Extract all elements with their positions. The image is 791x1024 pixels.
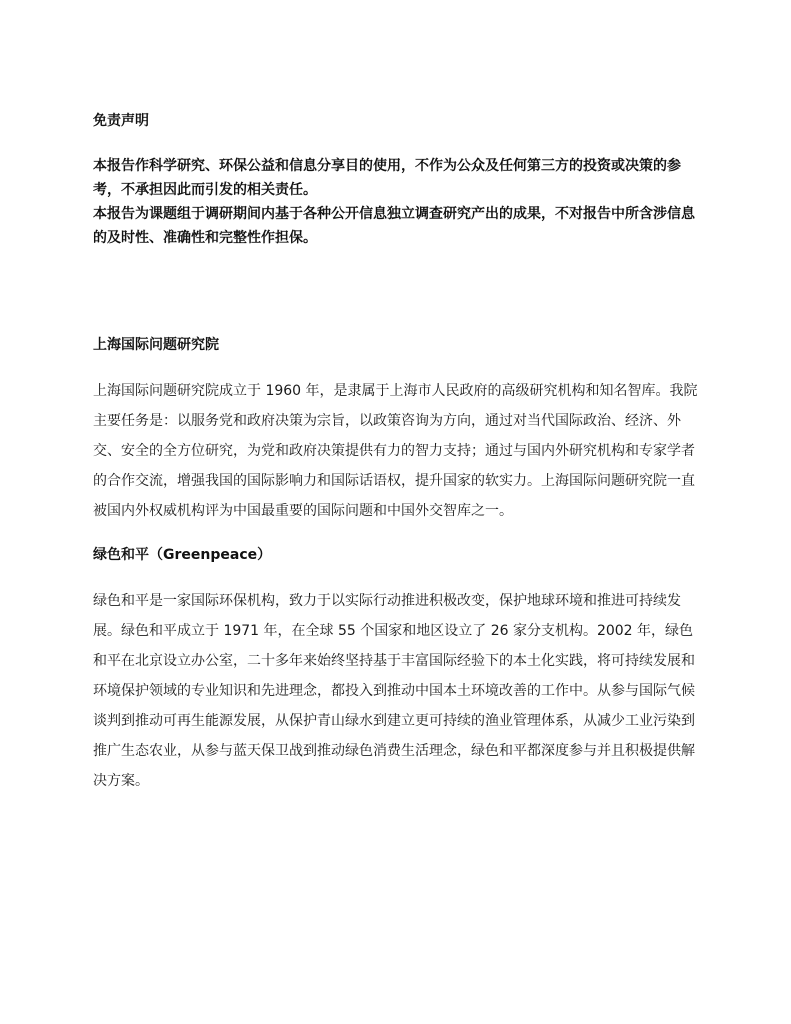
greenpeace-title: 绿色和平（Greenpeace） bbox=[93, 547, 272, 563]
section-gap bbox=[93, 526, 701, 544]
disclaimer-paragraph-2: 本报告为课题组于调研期间内基于各种公开信息独立调查研究产出的成果，不对报告中所含涉信息的及时性、准确性和完整性作担保。 bbox=[93, 206, 695, 246]
siis-title: 上海国际问题研究院 bbox=[93, 337, 219, 353]
greenpeace-description: 绿色和平是一家国际环保机构，致力于以实际行动推进积极改变，保护地球环境和推进可持续发展。绿色和平成立于 1971 年，在全球 55 个国家和地区设立了 26 家分支机构。2002 年，绿色和平在北京设立办公室，二十多年来始终坚持基于丰富国际经验下的本土化实践，将可持续发展和环境保护领域的专业知识和先进理念，都投入到推动中国本土环境改善的工作中。从参与国际气候谈判到推动可再生能源发展，从保护青山绿水到建立更可持续的渔业管理体系，从减少工业污染到推广生态农业，从参与蓝天保卫战到推动绿色消费生活理念，绿色和平都深度参与并且积极提供解决方案。 bbox=[93, 593, 695, 789]
section-divider-space bbox=[93, 250, 701, 334]
page-content bbox=[93, 110, 701, 796]
disclaimer-paragraph-1: 本报告作科学研究、环保公益和信息分享目的使用，不作为公众及任何第三方的投资或决策的参考，不承担因此而引发的相关责任。 bbox=[93, 158, 681, 198]
disclaimer-title: 免责声明 bbox=[93, 113, 149, 129]
siis-description: 上海国际问题研究院成立于 1960 年，是隶属于上海市人民政府的高级研究机构和知名智库。我院主要任务是：以服务党和政府决策为宗旨，以政策咨询为方向，通过对当代国际政治、经济、外交、安全的全方位研究，为党和政府决策提供有力的智力支持；通过与国内外研究机构和专家学者的合作交流，增强我国的国际影响力和国际话语权，提升国家的软实力。上海国际问题研究院一直被国内外权威机构评为中国最重要的国际问题和中国外交智库之一。 bbox=[93, 383, 698, 519]
